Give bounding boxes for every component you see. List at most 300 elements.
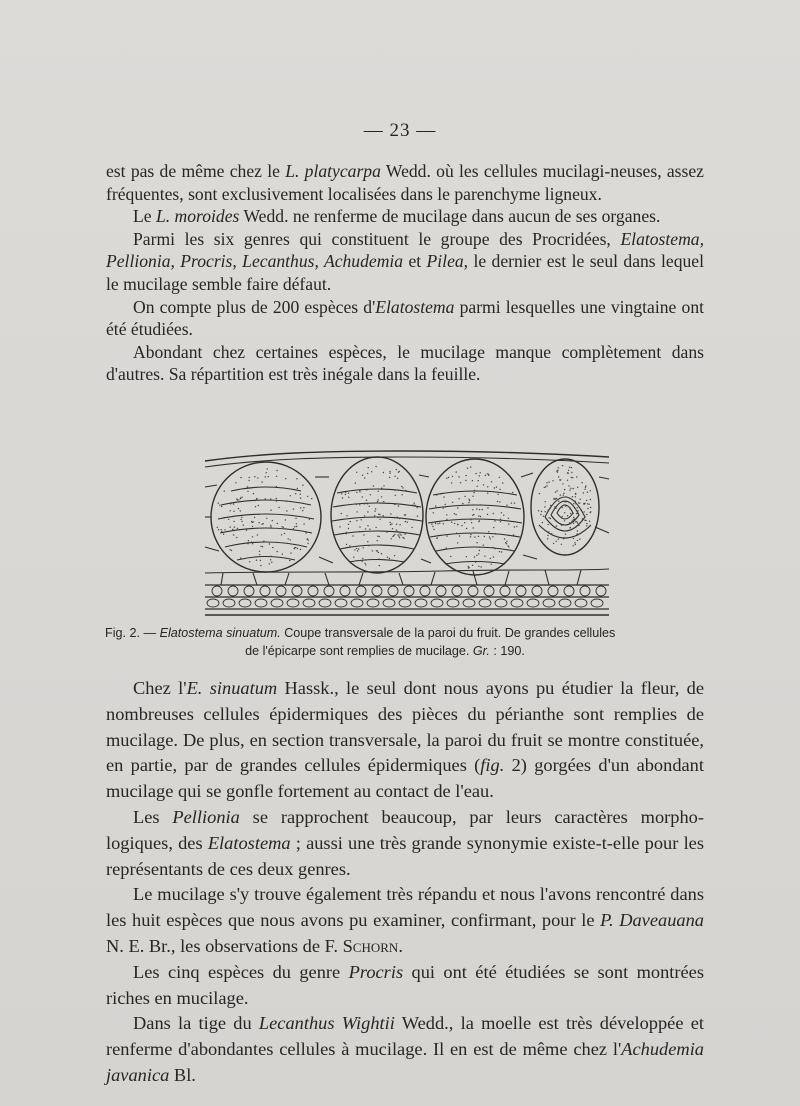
stipple-dot <box>377 550 378 551</box>
stipple-dot <box>494 520 495 521</box>
stipple-dot <box>294 526 295 527</box>
stipple-dot <box>567 515 568 516</box>
stipple-dot <box>375 527 376 528</box>
stipple-dot <box>478 536 479 537</box>
text-run: le dernier est le seul dans lequel le mucilage semble faire défaut. <box>106 251 705 294</box>
stipple-dot <box>445 506 446 507</box>
stipple-dot <box>240 477 241 478</box>
stipple-dot <box>478 553 479 554</box>
stipple-dot <box>378 491 379 492</box>
stipple-dot <box>386 531 387 532</box>
stipple-dot <box>303 507 304 508</box>
text-run: Chez l' <box>133 678 187 698</box>
stipple-dot <box>585 485 586 486</box>
stipple-dot <box>561 544 562 545</box>
stipple-dot <box>436 538 437 539</box>
stipple-dot <box>555 491 556 492</box>
stipple-dot <box>288 538 289 539</box>
stipple-dot <box>256 498 257 499</box>
stipple-dot <box>435 523 436 524</box>
stipple-dot <box>281 526 282 527</box>
stipple-dot <box>270 526 271 527</box>
stipple-dot <box>511 502 512 503</box>
stipple-dot <box>302 485 303 486</box>
paragraph <box>106 676 704 805</box>
stipple-dot <box>569 467 570 468</box>
stipple-dot <box>565 501 566 502</box>
stipple-dot <box>394 490 395 491</box>
caption-fig-label: Fig. 2. — <box>105 626 160 640</box>
stipple-dot <box>391 523 392 524</box>
stipple-dot <box>373 485 374 486</box>
stipple-dot <box>300 549 301 550</box>
stipple-dot <box>402 494 403 495</box>
stipple-dot <box>506 541 507 542</box>
stipple-dot <box>289 560 290 561</box>
stipple-dot <box>558 538 559 539</box>
stipple-dot <box>564 504 565 505</box>
stipple-dot <box>571 472 572 473</box>
stipple-dot <box>368 545 369 546</box>
text-run: ; aussi une très grande synonymie existe-t-elle pour les représentants de ces deux genres. <box>106 832 704 879</box>
stipple-dot <box>363 534 364 535</box>
stipple-dot <box>487 514 488 515</box>
stipple-dot <box>377 501 378 502</box>
stipple-dot <box>547 538 548 539</box>
stipple-dot <box>487 493 488 494</box>
stipple-dot <box>556 470 557 471</box>
text-run: N. E. Br., les observations de F. <box>106 935 343 956</box>
stipple-dot <box>543 516 544 517</box>
stipple-dot <box>367 525 368 526</box>
stipple-dot <box>256 560 257 561</box>
stipple-dot <box>558 476 559 477</box>
stipple-dot <box>555 498 556 499</box>
stipple-dot <box>396 524 397 525</box>
stipple-dot <box>576 476 577 477</box>
stipple-dot <box>480 472 481 473</box>
stipple-dot <box>246 530 247 531</box>
stipple-dot <box>307 543 308 544</box>
stipple-dot <box>501 551 502 552</box>
stipple-dot <box>590 507 591 508</box>
stipple-dot <box>544 506 545 507</box>
stipple-dot <box>367 541 368 542</box>
stipple-dot <box>367 511 368 512</box>
stipple-dot <box>401 486 402 487</box>
stipple-dot <box>247 486 248 487</box>
stipple-dot <box>577 487 578 488</box>
stipple-dot <box>499 489 500 490</box>
mucilage-cell-4 <box>531 459 599 555</box>
stipple-dot <box>558 501 559 502</box>
stipple-dot <box>350 521 351 522</box>
stipple-dot <box>565 534 566 535</box>
stipple-dot <box>397 534 398 535</box>
stipple-dot <box>499 477 500 478</box>
stipple-dot <box>259 551 260 552</box>
stipple-dot <box>251 541 252 542</box>
stipple-dot <box>247 491 248 492</box>
text-run: Les <box>133 806 173 827</box>
stipple-dot <box>512 492 513 493</box>
italic-run: E. sinuatum <box>186 678 278 698</box>
stipple-dot <box>417 516 418 517</box>
stipple-dot <box>363 547 364 548</box>
stipple-dot <box>546 485 547 486</box>
stipple-dot <box>295 493 296 494</box>
stipple-dot <box>286 510 287 511</box>
stipple-dot <box>364 515 365 516</box>
stipple-dot <box>272 520 273 521</box>
stipple-dot <box>397 517 398 518</box>
stipple-dot <box>569 522 570 523</box>
stipple-dot <box>240 519 241 520</box>
italic-run: fig. <box>480 755 505 776</box>
stipple-dot <box>309 519 310 520</box>
stipple-dot <box>345 492 346 493</box>
stipple-dot <box>381 496 382 497</box>
stipple-dot <box>258 522 259 523</box>
stipple-dot <box>358 548 359 549</box>
stipple-dot <box>584 511 585 512</box>
text-run: est pas de même chez le <box>106 161 286 181</box>
stipple-dot <box>247 543 248 544</box>
stipple-dot <box>487 507 488 508</box>
stipple-dot <box>443 523 444 524</box>
italic-run: Achudemia javanica <box>106 1039 704 1085</box>
stipple-dot <box>357 550 358 551</box>
stipple-dot <box>446 535 447 536</box>
paragraph <box>106 205 704 228</box>
stipple-dot <box>374 511 375 512</box>
stipple-dot <box>258 505 259 506</box>
stipple-dot <box>576 513 577 514</box>
stipple-dot <box>392 536 393 537</box>
italic-run: Pilea, <box>426 251 469 272</box>
stipple-dot <box>448 477 449 478</box>
stipple-dot <box>570 488 571 489</box>
stipple-dot <box>570 527 571 528</box>
stipple-dot <box>577 530 578 531</box>
stipple-dot <box>234 526 235 527</box>
stipple-dot <box>562 507 563 508</box>
stipple-dot <box>405 521 406 522</box>
stipple-dot <box>372 550 373 551</box>
stipple-dot <box>413 519 414 520</box>
stipple-dot <box>261 524 262 525</box>
stipple-dot <box>578 502 579 503</box>
stipple-dot <box>494 487 495 488</box>
stipple-dot <box>395 495 396 496</box>
stipple-dot <box>499 501 500 502</box>
stipple-dot <box>271 562 272 563</box>
stipple-dot <box>346 532 347 533</box>
text-run: Wedd. où les cellules mucilagi-neuses, assez fréquentes, sont exclusivement localisées dans le parenchyme ligneux. <box>106 161 704 204</box>
stipple-dot <box>365 564 366 565</box>
stipple-dot <box>377 536 378 537</box>
stipple-dot <box>547 535 548 536</box>
stipple-dot <box>266 518 267 519</box>
stipple-dot <box>545 486 546 487</box>
stipple-dot <box>411 527 412 528</box>
stipple-dot <box>370 494 371 495</box>
stipple-dot <box>569 507 570 508</box>
stipple-dot <box>394 534 395 535</box>
stipple-dot <box>465 475 466 476</box>
caption-line2: de l'épicarpe sont remplies de mucilage. <box>245 644 473 658</box>
stipple-dot <box>269 563 270 564</box>
stipple-dot <box>294 547 295 548</box>
stipple-dot <box>379 536 380 537</box>
stipple-dot <box>397 531 398 532</box>
stipple-dot <box>392 528 393 529</box>
stipple-dot <box>479 475 480 476</box>
stipple-dot <box>574 542 575 543</box>
stipple-dot <box>284 533 285 534</box>
stipple-dot <box>553 499 554 500</box>
stipple-dot <box>221 531 222 532</box>
stipple-dot <box>452 476 453 477</box>
stipple-dot <box>584 503 585 504</box>
stipple-dot <box>270 559 271 560</box>
stipple-dot <box>224 529 225 530</box>
stipple-dot <box>488 531 489 532</box>
stipple-dot <box>564 489 565 490</box>
stipple-dot <box>552 480 553 481</box>
stipple-dot <box>267 468 268 469</box>
stipple-dot <box>577 522 578 523</box>
stipple-dot <box>465 480 466 481</box>
stipple-dot <box>270 556 271 557</box>
text-run: Le <box>133 206 156 227</box>
stipple-dot <box>567 472 568 473</box>
stipple-dot <box>464 496 465 497</box>
stipple-dot <box>573 538 574 539</box>
stipple-dot <box>470 536 471 537</box>
stipple-dot <box>369 506 370 507</box>
mucilage-cell-2 <box>331 457 423 573</box>
stipple-dot <box>399 533 400 534</box>
page-number: — 23 — <box>363 120 437 141</box>
stipple-dot <box>356 520 357 521</box>
stipple-dot <box>586 500 587 501</box>
stipple-dot <box>480 516 481 517</box>
stipple-dot <box>484 556 485 557</box>
stipple-dot <box>296 478 297 479</box>
stipple-dot <box>479 520 480 521</box>
stipple-dot <box>476 508 477 509</box>
paragraph <box>106 228 704 296</box>
stipple-dot <box>417 507 418 508</box>
stipple-dot <box>285 528 286 529</box>
stipple-dot <box>361 519 362 520</box>
figure-2-pericarp-section <box>203 447 611 619</box>
stipple-dot <box>219 505 220 506</box>
stipple-dot <box>381 553 382 554</box>
stipple-dot <box>365 528 366 529</box>
stipple-dot <box>249 561 250 562</box>
stipple-dot <box>361 531 362 532</box>
stipple-dot <box>391 538 392 539</box>
stipple-dot <box>348 497 349 498</box>
stipple-dot <box>378 499 379 500</box>
stipple-dot <box>404 514 405 515</box>
stipple-dot <box>488 475 489 476</box>
stipple-dot <box>589 521 590 522</box>
stipple-dot <box>276 470 277 471</box>
stipple-dot <box>539 493 540 494</box>
stipple-dot <box>550 505 551 506</box>
stipple-dot <box>402 537 403 538</box>
stipple-dot <box>461 525 462 526</box>
stipple-dot <box>297 488 298 489</box>
stipple-dot <box>457 524 458 525</box>
stipple-dot <box>478 480 479 481</box>
stipple-dot <box>479 509 480 510</box>
stipple-dot <box>445 504 446 505</box>
stipple-dot <box>286 501 287 502</box>
stipple-dot <box>469 499 470 500</box>
stipple-dot <box>404 533 405 534</box>
stipple-dot <box>379 558 380 559</box>
stipple-dot <box>377 540 378 541</box>
stipple-dot <box>366 503 367 504</box>
stipple-dot <box>241 521 242 522</box>
stipple-dot <box>468 502 469 503</box>
stipple-dot <box>345 533 346 534</box>
stipple-dot <box>501 512 502 513</box>
stipple-dot <box>572 496 573 497</box>
stipple-dot <box>452 502 453 503</box>
stipple-dot <box>580 499 581 500</box>
stipple-dot <box>396 469 397 470</box>
stipple-dot <box>354 549 355 550</box>
stipple-dot <box>549 508 550 509</box>
stipple-dot <box>544 487 545 488</box>
stipple-dot <box>545 501 546 502</box>
stipple-dot <box>585 487 586 488</box>
stipple-dot <box>472 565 473 566</box>
stipple-dot <box>374 515 375 516</box>
stipple-dot <box>377 517 378 518</box>
stipple-dot <box>455 514 456 515</box>
stipple-dot <box>480 504 481 505</box>
stipple-dot <box>265 498 266 499</box>
stipple-dot <box>500 521 501 522</box>
stipple-dot <box>550 518 551 519</box>
stipple-dot <box>456 471 457 472</box>
stipple-dot <box>583 492 584 493</box>
stipple-dot <box>261 481 262 482</box>
stipple-dot <box>568 470 569 471</box>
italic-run: Elatostema <box>375 296 455 317</box>
stipple-dot <box>577 507 578 508</box>
stipple-dot <box>248 480 249 481</box>
paragraph <box>106 296 704 341</box>
stipple-dot <box>563 538 564 539</box>
stipple-dot <box>254 476 255 477</box>
stipple-dot <box>446 478 447 479</box>
stipple-dot <box>224 490 225 491</box>
stipple-dot <box>270 510 271 511</box>
stipple-dot <box>470 466 471 467</box>
stipple-dot <box>462 503 463 504</box>
stipple-dot <box>290 495 291 496</box>
stipple-dot <box>590 490 591 491</box>
stipple-dot <box>364 477 365 478</box>
stipple-dot <box>497 501 498 502</box>
italic-run: P. Daveauana <box>600 910 704 931</box>
stipple-dot <box>513 534 514 535</box>
stipple-dot <box>300 507 301 508</box>
italic-run: L. moroides <box>155 206 240 227</box>
italic-run: L. platycarpa <box>285 161 381 181</box>
stipple-dot <box>356 548 357 549</box>
stipple-dot <box>257 477 258 478</box>
stipple-dot <box>394 555 395 556</box>
stipple-dot <box>260 546 261 547</box>
stipple-dot <box>230 526 231 527</box>
stipple-dot <box>567 480 568 481</box>
stipple-dot <box>458 498 459 499</box>
stipple-dot <box>390 524 391 525</box>
stipple-dot <box>404 547 405 548</box>
stipple-dot <box>272 547 273 548</box>
stipple-dot <box>240 510 241 511</box>
text-run: Hassk., le seul dont nous ayons pu étudier la fleur, de nombreuses cellules épidermiques des pièces du périanthe sont remplies de mucilage. De plus, en section transversale, la paroi du fruit se montre constituée, en partie, par de grandes cellules épidermiques ( <box>106 678 705 776</box>
stipple-dot <box>258 514 259 515</box>
stipple-dot <box>458 476 459 477</box>
stipple-dot <box>472 509 473 510</box>
stipple-dot <box>575 493 576 494</box>
stipple-dot <box>249 477 250 478</box>
stipple-dot <box>446 514 447 515</box>
stipple-dot <box>252 522 253 523</box>
stipple-dot <box>270 498 271 499</box>
stipple-dot <box>439 523 440 524</box>
stipple-dot <box>437 523 438 524</box>
stipple-dot <box>454 523 455 524</box>
stipple-dot <box>379 565 380 566</box>
stipple-dot <box>248 540 249 541</box>
stipple-dot <box>375 508 376 509</box>
stipple-dot <box>588 504 589 505</box>
stipple-dot <box>262 546 263 547</box>
stipple-dot <box>483 484 484 485</box>
stipple-dot <box>587 492 588 493</box>
stipple-dot <box>582 518 583 519</box>
stipple-dot <box>390 522 391 523</box>
stipple-dot <box>565 506 566 507</box>
stipple-dot <box>572 520 573 521</box>
stipple-dot <box>443 507 444 508</box>
stipple-dot <box>412 504 413 505</box>
stipple-dot <box>487 486 488 487</box>
stipple-dot <box>368 467 369 468</box>
stipple-dot <box>587 508 588 509</box>
stipple-dot <box>571 477 572 478</box>
italic-run: Procris <box>348 961 404 982</box>
stipple-dot <box>556 525 557 526</box>
stipple-dot <box>563 493 564 494</box>
stipple-dot <box>487 473 488 474</box>
stipple-dot <box>285 519 286 520</box>
stipple-dot <box>443 496 444 497</box>
paragraph <box>106 341 704 386</box>
caption-line1: Coupe transversale de la paroi du fruit. De grandes cellules <box>280 626 616 640</box>
stipple-dot <box>562 516 563 517</box>
